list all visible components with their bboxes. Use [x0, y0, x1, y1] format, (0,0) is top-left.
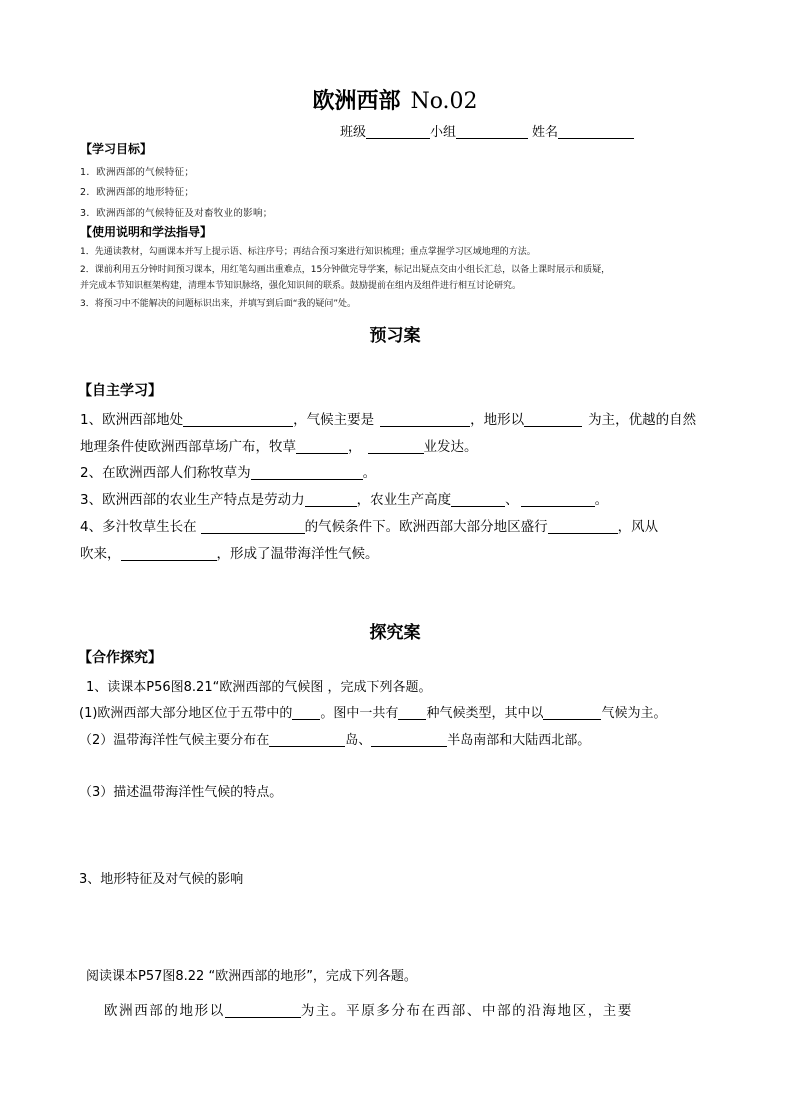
objective-item: 1．欧洲西部的气候特征；: [80, 167, 195, 178]
question-1-line-1: [80, 408, 696, 428]
q1-1-blank-zone[interactable]: [292, 704, 320, 720]
q1-text: 1、欧洲西部地处: [80, 412, 184, 428]
terrain-text: 为主。平原多分布在西部、中部的沿海地区，主要: [300, 1003, 634, 1019]
page-title: [0, 84, 790, 115]
q4-text: 的气候条件下。欧洲西部大部分地区盛行: [304, 519, 548, 535]
group-label: 小组: [430, 125, 457, 140]
explore-question-1-3: （3）描述温带海洋性气候的特点。: [79, 785, 283, 800]
q4-blank-ocean[interactable]: [121, 545, 217, 561]
q2-blank[interactable]: [251, 464, 363, 480]
q1-2-blank-peninsula[interactable]: [371, 731, 447, 747]
guide-item: 1．先通读教材，勾画课本并写上提示语、标注序号；再结合预习案进行知识梳理；重点掌握学习区域地理的方法。: [80, 247, 536, 257]
explore-heading: 探究案: [369, 623, 421, 643]
q4-blank-climate[interactable]: [201, 518, 305, 534]
q1-text: 为主，优越的自然: [588, 412, 697, 428]
q4-text: ，形成了温带海洋性气候。: [216, 546, 379, 562]
preview-heading: 预习案: [369, 326, 421, 346]
title-text: 欧洲西部: [312, 88, 401, 114]
q1-blank-terrain[interactable]: [524, 411, 582, 427]
explore-question-3: 3、地形特征及对气候的影响: [79, 872, 244, 887]
q1-blank-grass[interactable]: [296, 438, 348, 454]
guide-item: 并完成本节知识框架构建，清理本节知识脉络，强化知识间的联系。鼓励提前在组内及组件进行相互讨论研究。: [80, 281, 522, 291]
q3-text: 3、欧洲西部的农业生产特点是劳动力: [80, 492, 305, 508]
q4-text: 4、多汁牧草生长在: [80, 519, 197, 535]
question-3: [80, 488, 608, 508]
group-blank[interactable]: [456, 124, 528, 139]
guide-item: 2．课前利用五分钟时间预习课本，用红笔勾画出重难点，15分钟做完导学案，标记出疑点交由小组长汇总，以备上课时展示和质疑，: [80, 265, 611, 275]
read-instruction: 阅读课本P57图8.22 “欧洲西部的地形”，完成下列各题。: [86, 969, 417, 984]
cooperative-heading: 【合作探究】: [78, 650, 162, 666]
explore-question-1-1: [79, 702, 666, 721]
q4-text: ，风从: [617, 519, 659, 535]
question-4-line-2: [80, 542, 379, 562]
question-4-line-1: [80, 515, 658, 535]
q3-blank-2[interactable]: [521, 491, 595, 507]
q3-text: 。: [594, 492, 609, 508]
q1-text: 地理条件使欧洲西部草场广布，牧草: [80, 439, 296, 455]
self-study-heading: 【自主学习】: [78, 383, 162, 399]
q3-blank-labor[interactable]: [305, 491, 357, 507]
q1-blank-location[interactable]: [183, 411, 293, 427]
name-blank[interactable]: [558, 124, 634, 139]
q1-text: ，气候主要是: [293, 412, 375, 428]
q1-2-text: （2）温带海洋性气候主要分布在: [79, 733, 270, 748]
q1-text: ，地形以: [470, 412, 525, 428]
question-1-line-2: [80, 435, 478, 455]
name-label: 姓名: [532, 125, 559, 140]
q1-1-text: 气候为主。: [601, 706, 667, 721]
q1-text: ，: [348, 439, 362, 455]
q4-blank-wind[interactable]: [548, 518, 618, 534]
question-2: [80, 461, 376, 481]
q3-blank-1[interactable]: [451, 491, 505, 507]
class-label: 班级: [340, 125, 367, 140]
guide-item: 3．将预习中不能解决的问题标识出来，并填写到后面“我的疑问”处。: [80, 299, 357, 309]
q2-text: 。: [362, 465, 377, 481]
q1-blank-climate[interactable]: [380, 411, 470, 427]
q1-1-blank-count[interactable]: [398, 704, 426, 720]
q1-1-text: 种气候类型，其中以: [426, 706, 544, 721]
q4-text: 吹来，: [80, 546, 121, 562]
terrain-question: [104, 999, 633, 1019]
terrain-text: 欧洲西部的地形以: [104, 1003, 225, 1019]
objective-item: 2．欧洲西部的地形特征；: [80, 187, 195, 198]
q1-1-text: 。图中一共有: [320, 706, 399, 721]
q1-2-blank-island[interactable]: [269, 731, 345, 747]
explore-question-1: 1、读课本P56图8.21“欧洲西部的气候图 ，完成下列各题。: [86, 680, 432, 695]
q1-blank-industry[interactable]: [368, 438, 424, 454]
title-number: No.02: [410, 89, 478, 114]
objective-item: 3．欧洲西部的气候特征及对畜牧业的影响；: [80, 208, 273, 219]
terrain-blank[interactable]: [225, 1002, 301, 1018]
q2-text: 2、在欧洲西部人们称牧草为: [80, 465, 251, 481]
objectives-heading: 【学习目标】: [80, 142, 153, 156]
class-blank[interactable]: [366, 124, 430, 139]
q1-2-text: 岛、: [345, 733, 372, 748]
q1-2-text: 半岛南部和大陆西北部。: [447, 733, 591, 748]
guide-heading: 【使用说明和学法指导】: [80, 225, 213, 239]
q1-text: 业发达。: [423, 439, 478, 455]
student-info-line: [340, 121, 634, 140]
q1-1-blank-type[interactable]: [543, 704, 601, 720]
q1-1-text: (1)欧洲西部大部分地区位于五带中的: [79, 706, 293, 721]
q3-text: ，农业生产高度: [356, 492, 452, 508]
q3-text: 、: [505, 492, 519, 508]
explore-question-1-2: [79, 729, 590, 748]
